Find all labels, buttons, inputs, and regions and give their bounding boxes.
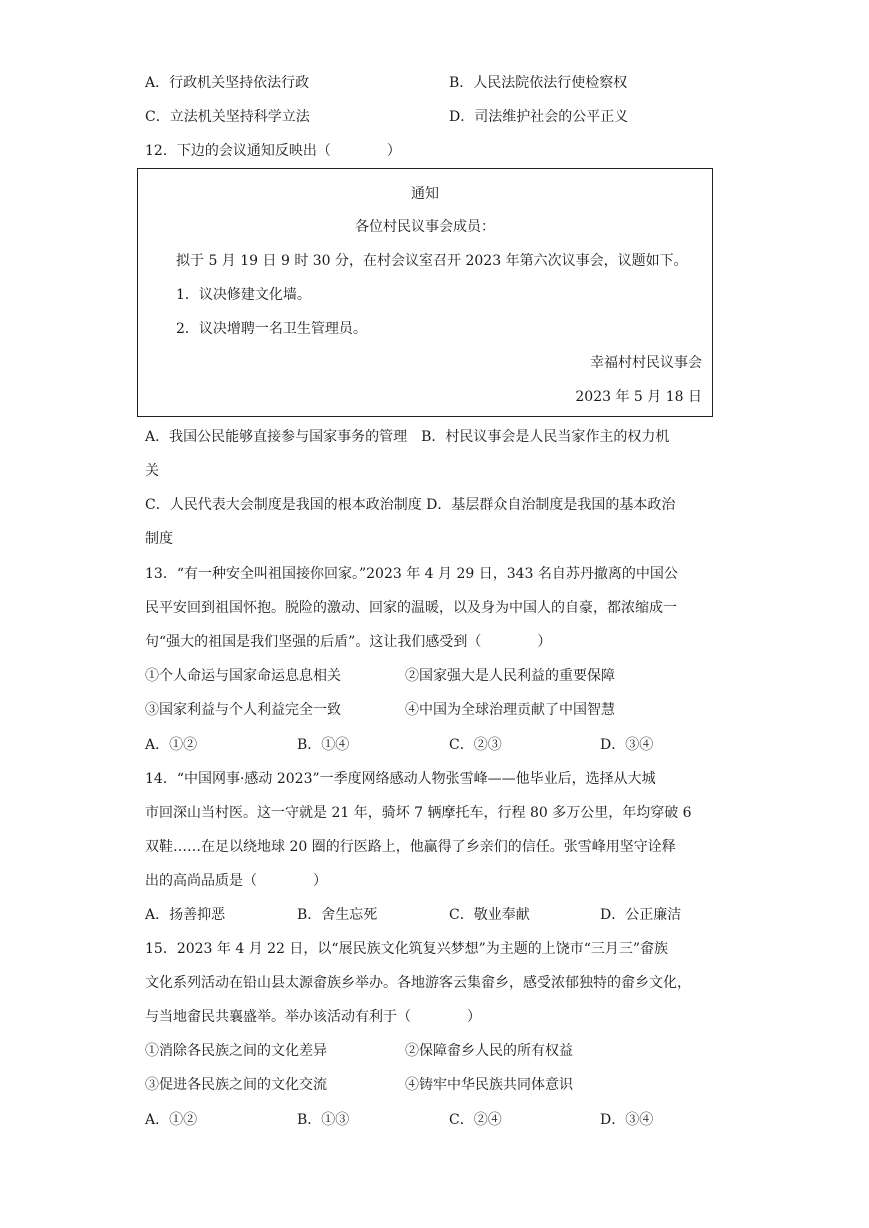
q14-stem-line-1: 14．“中国网事·感动 2023”一季度网络感动人物张雪峰——他毕业后，选择从大城 <box>145 771 656 787</box>
meeting-notice <box>137 168 713 417</box>
notice-item-2: 2．议决增聘一名卫生管理员。 <box>176 321 367 337</box>
notice-date: 2023 年 5 月 18 日 <box>575 389 702 405</box>
q13-statement-4: ④中国为全球治理贡献了中国智慧 <box>405 702 615 718</box>
q14-option-b: B．舍生忘死 <box>297 907 378 923</box>
q13-option-a: A．①② <box>145 737 198 753</box>
q13-stem-line-3: 句“强大的祖国是我们坚强的后盾”。这让我们感受到（ ） <box>145 634 552 650</box>
q13-stem-line-2: 民平安回到祖国怀抱。脱险的激动、回家的温暖，以及身为中国人的自豪，都浓缩成一 <box>145 600 677 616</box>
q14-stem-line-4: 出的高尚品质是（ ） <box>145 873 327 889</box>
notice-greeting: 各位村民议事会成员： <box>355 219 495 235</box>
q15-stem-line-2: 文化系列活动在铅山县太源畲族乡举办。各地游客云集畲乡，感受浓郁独特的畲乡文化， <box>145 975 691 991</box>
q14-option-a: A．扬善抑恶 <box>145 907 226 923</box>
q13-stem-line-1: 13．“有一种安全叫祖国接你回家。”2023 年 4 月 29 日，343 名自苏丹撤离的中国公 <box>145 566 678 582</box>
q14-stem-line-3: 双鞋……在足以绕地球 20 圈的行医路上，他赢得了乡亲们的信任。张雪峰用坚守诠释 <box>145 839 676 855</box>
notice-item-1: 1．议决修建文化墙。 <box>176 287 311 303</box>
q15-stem-line-1: 15．2023 年 4 月 22 日，以“展民族文化筑复兴梦想”为主题的上饶市“三月三”畲族 <box>145 941 669 957</box>
q15-statement-2: ②保障畲乡人民的所有权益 <box>405 1043 573 1059</box>
q13-option-c: C．②③ <box>449 737 502 753</box>
q12-options-line-1: A．我国公民能够直接参与国家事务的管理 B．村民议事会是人民当家作主的权力机 <box>145 429 670 445</box>
q15-option-b: B．①③ <box>297 1112 350 1128</box>
q11-option-d: D．司法维护社会的公平正义 <box>449 109 629 125</box>
q12-options-line-2: 关 <box>145 463 159 479</box>
q15-option-c: C．②④ <box>449 1112 502 1128</box>
q13-option-b: B．①④ <box>297 737 350 753</box>
q14-stem-line-2: 市回深山当村医。这一守就是 21 年，骑坏 7 辆摩托车，行程 80 多万公里，年均穿破 6 <box>145 805 692 821</box>
q14-option-d: D．公正廉洁 <box>600 907 682 923</box>
q13-statement-2: ②国家强大是人民利益的重要保障 <box>405 668 615 684</box>
q15-option-a: A．①② <box>145 1112 198 1128</box>
q14-option-c: C．敬业奉献 <box>449 907 530 923</box>
q15-stem-line-3: 与当地畲民共襄盛举。举办该活动有利于（ ） <box>145 1009 481 1025</box>
q15-statement-1: ①消除各民族之间的文化差异 <box>145 1043 327 1059</box>
q15-statement-3: ③促进各民族之间的文化交流 <box>145 1077 327 1093</box>
q12-stem: 12．下边的会议通知反映出（ ） <box>145 143 401 159</box>
q12-options-line-4: 制度 <box>145 531 173 547</box>
q15-option-d: D．③④ <box>600 1112 654 1128</box>
notice-title: 通知 <box>411 186 439 202</box>
q11-option-a: A．行政机关坚持依法行政 <box>145 75 310 91</box>
q12-options-line-3: C．人民代表大会制度是我国的根本政治制度 D．基层群众自治制度是我国的基本政治 <box>145 497 676 513</box>
q11-option-b: B．人民法院依法行使检察权 <box>449 75 628 91</box>
notice-body: 拟于 5 月 19 日 9 时 30 分，在村会议室召开 2023 年第六次议事会，议题如下。 <box>176 253 688 269</box>
notice-signer: 幸福村村民议事会 <box>590 355 702 371</box>
q13-option-d: D．③④ <box>600 737 654 753</box>
q11-option-c: C．立法机关坚持科学立法 <box>145 109 310 125</box>
q15-statement-4: ④铸牢中华民族共同体意识 <box>405 1077 573 1093</box>
q13-statement-3: ③国家利益与个人利益完全一致 <box>145 702 341 718</box>
q13-statement-1: ①个人命运与国家命运息息相关 <box>145 668 341 684</box>
